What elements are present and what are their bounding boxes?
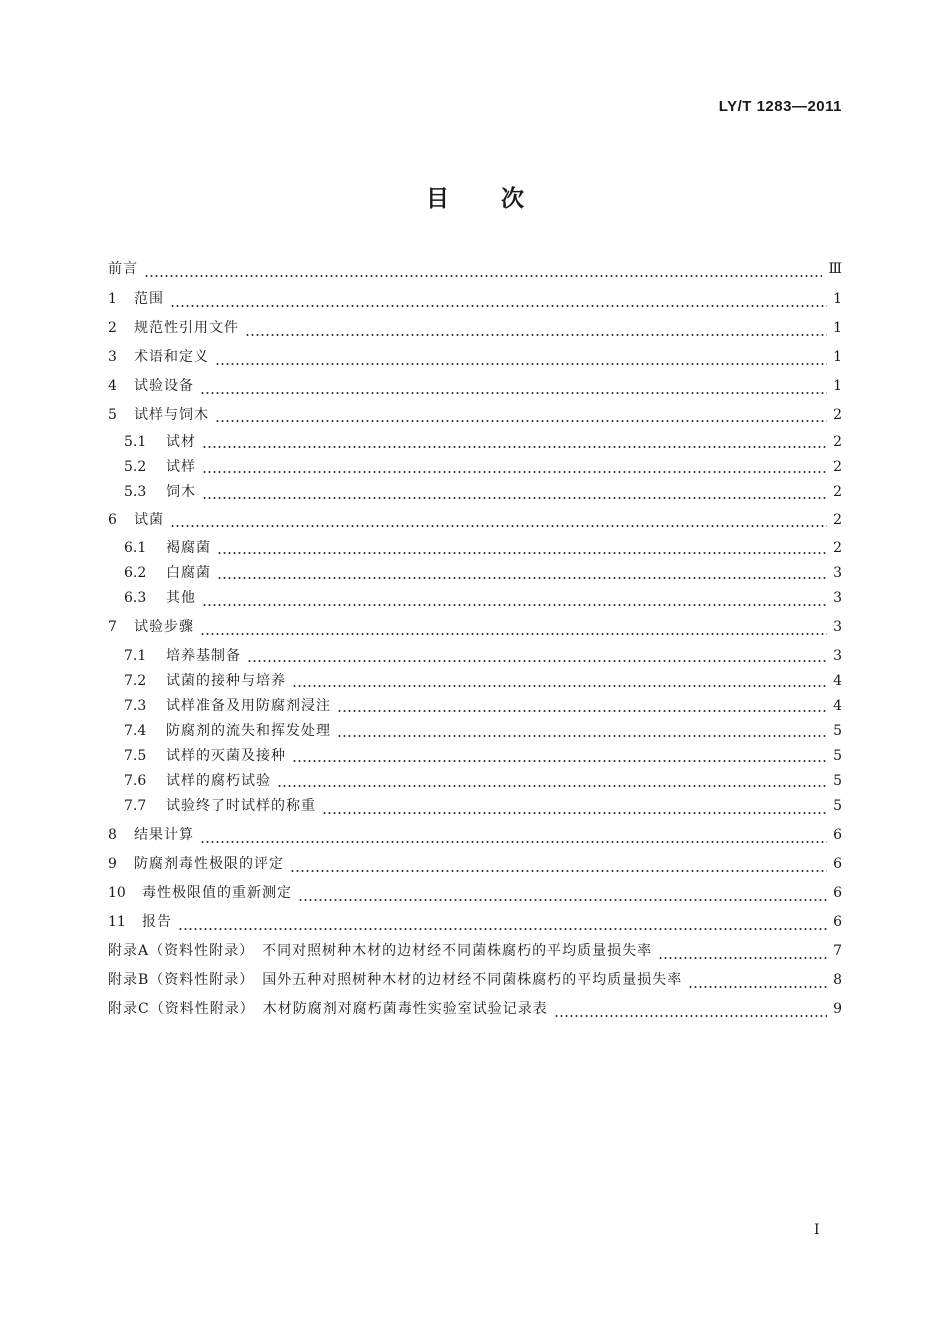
toc-entry-number: 5.1 <box>124 434 147 450</box>
toc-entry-label: 范围 <box>134 291 164 307</box>
dot-leader <box>215 362 827 366</box>
dot-leader <box>245 333 827 337</box>
toc-entry-label: 试菌 <box>134 512 164 528</box>
toc-entry-number: 7 <box>108 619 117 635</box>
toc-entry-label: 前言 <box>108 261 138 277</box>
toc-entry-number: 5 <box>108 407 117 423</box>
toc-entry-label: 试样准备及用防腐剂浸注 <box>166 698 331 714</box>
toc-entry-label: 试验终了时试样的称重 <box>166 798 316 814</box>
toc-entry-label: 褐腐菌 <box>166 540 211 556</box>
toc-entry-label: 毒性极限值的重新测定 <box>142 885 292 901</box>
dot-leader <box>200 632 827 636</box>
toc-entry-page: 2 <box>833 484 842 500</box>
toc-entry[interactable] <box>108 720 842 745</box>
dot-leader <box>217 576 827 580</box>
toc-entry-page: 2 <box>833 512 842 528</box>
toc-entry-number: 11 <box>108 914 126 930</box>
toc-entry-label: 白腐菌 <box>166 565 211 581</box>
toc-entry-label: 防腐剂毒性极限的评定 <box>134 856 284 872</box>
toc-entry-number: 7.7 <box>124 798 147 814</box>
dot-leader <box>202 445 827 449</box>
toc-entry-number: 4 <box>108 378 117 394</box>
toc-entry-number: 7.3 <box>124 698 147 714</box>
toc-entry[interactable] <box>108 431 842 456</box>
toc-entry[interactable] <box>108 770 842 795</box>
dot-leader <box>202 496 827 500</box>
toc-entry[interactable] <box>108 940 842 969</box>
toc-entry[interactable] <box>108 969 842 998</box>
dot-leader <box>322 811 827 815</box>
toc-entry[interactable] <box>108 317 842 346</box>
toc-entry-number: 7.1 <box>124 648 147 664</box>
toc-entry[interactable] <box>108 288 842 317</box>
dot-leader <box>290 869 827 873</box>
toc-entry-number: 5.3 <box>124 484 147 500</box>
toc-entry-label: 试材 <box>166 434 196 450</box>
toc-entry-page: 6 <box>833 827 842 843</box>
dot-leader <box>170 524 827 528</box>
toc-entry[interactable] <box>108 456 842 481</box>
standard-code: LY/T 1283—2011 <box>718 98 842 115</box>
toc-entry-page: 3 <box>833 648 842 664</box>
toc-entry-number: 9 <box>108 856 117 872</box>
toc-entry-label: 饲木 <box>166 484 196 500</box>
toc-entry-page: 1 <box>833 349 842 365</box>
toc-entry-number: 2 <box>108 320 117 336</box>
toc-entry[interactable] <box>108 537 842 562</box>
toc-entry-label: 试样的腐朽试验 <box>166 773 271 789</box>
toc-entry-label: 术语和定义 <box>134 349 209 365</box>
toc-entry[interactable] <box>108 670 842 695</box>
dot-leader <box>200 840 827 844</box>
toc-entry-page: 9 <box>833 1001 842 1017</box>
toc-entry[interactable] <box>108 911 842 940</box>
toc-entry[interactable] <box>108 882 842 911</box>
toc-entry[interactable] <box>108 258 842 288</box>
toc-entry-number: 3 <box>108 349 117 365</box>
dot-leader <box>178 927 827 931</box>
toc-entry-page: 8 <box>833 972 842 988</box>
dot-leader <box>202 603 827 607</box>
dot-leader <box>200 391 827 395</box>
toc-entry[interactable] <box>108 375 842 404</box>
toc-entry-label: 其他 <box>166 590 196 606</box>
toc-entry-label: 附录A（资料性附录） 不同对照树种木材的边材经不同菌株腐朽的平均质量损失率 <box>108 943 653 959</box>
toc-entry-number: 7.6 <box>124 773 147 789</box>
toc-entry-page: 5 <box>833 748 842 764</box>
toc-entry[interactable] <box>108 695 842 720</box>
toc-entry[interactable] <box>108 645 842 670</box>
toc-entry-label: 培养基制备 <box>166 648 241 664</box>
dot-leader <box>277 784 827 788</box>
toc-entry-page: 2 <box>833 540 842 556</box>
dot-leader <box>688 985 827 989</box>
toc-entry[interactable] <box>108 824 842 853</box>
toc-entry-label: 报告 <box>142 914 172 930</box>
toc-entry-label: 试样 <box>166 459 196 475</box>
toc-entry-number: 7.4 <box>124 723 147 739</box>
toc-entry-label: 附录C（资料性附录） 木材防腐剂对腐朽菌毒性实验室试验记录表 <box>108 1001 548 1017</box>
toc-entry-page: 5 <box>833 723 842 739</box>
toc-entry-number: 6 <box>108 512 117 528</box>
toc-entry-label: 试验步骤 <box>134 619 194 635</box>
dot-leader <box>658 956 827 960</box>
dot-leader <box>292 684 827 688</box>
dot-leader <box>170 304 827 308</box>
dot-leader <box>298 898 827 902</box>
toc-entry-page: 1 <box>833 320 842 336</box>
toc-entry[interactable] <box>108 346 842 375</box>
toc-entry[interactable] <box>108 481 842 509</box>
dot-leader <box>554 1014 827 1018</box>
toc-entry-number: 8 <box>108 827 117 843</box>
toc-entry-page: 4 <box>833 698 842 714</box>
dot-leader <box>337 734 827 738</box>
toc-entry-number: 10 <box>108 885 126 901</box>
toc-entry-page: 3 <box>833 590 842 606</box>
toc-entry-page: 3 <box>833 619 842 635</box>
dot-leader <box>292 759 827 763</box>
dot-leader <box>337 709 827 713</box>
toc-entry[interactable] <box>108 616 842 645</box>
toc-entry[interactable] <box>108 853 842 882</box>
dot-leader <box>144 274 822 278</box>
toc-entry-number: 6.1 <box>124 540 147 556</box>
toc-entry-page: 3 <box>833 565 842 581</box>
toc-entry[interactable] <box>108 795 842 824</box>
dot-leader <box>217 551 827 555</box>
dot-leader <box>247 659 827 663</box>
toc-entry-page: 2 <box>833 407 842 423</box>
toc-entry-page: 6 <box>833 885 842 901</box>
toc-entry-number: 6.2 <box>124 565 147 581</box>
toc-entry-label: 附录B（资料性附录） 国外五种对照树种木材的边材经不同菌株腐朽的平均质量损失率 <box>108 972 683 988</box>
toc-entry[interactable] <box>108 562 842 587</box>
toc-entry-page: 1 <box>833 291 842 307</box>
table-of-contents <box>108 258 842 1027</box>
toc-entry[interactable] <box>108 998 842 1027</box>
toc-entry-number: 7.5 <box>124 748 147 764</box>
toc-entry-label: 试验设备 <box>134 378 194 394</box>
toc-entry-label: 结果计算 <box>134 827 194 843</box>
toc-entry-label: 试样的灭菌及接种 <box>166 748 286 764</box>
toc-entry-page: 6 <box>833 914 842 930</box>
toc-entry-page: 5 <box>833 773 842 789</box>
toc-entry-number: 1 <box>108 291 117 307</box>
toc-entry-page: 6 <box>833 856 842 872</box>
page-title: 目次 <box>426 186 576 212</box>
toc-entry-page: 1 <box>833 378 842 394</box>
toc-entry[interactable] <box>108 587 842 616</box>
dot-leader <box>202 470 827 474</box>
page-folio: Ⅰ <box>814 1222 820 1238</box>
toc-entry-page: 2 <box>833 459 842 475</box>
toc-entry-page: 2 <box>833 434 842 450</box>
toc-entry-page: 7 <box>833 943 842 959</box>
toc-entry[interactable] <box>108 745 842 770</box>
toc-entry-label: 试菌的接种与培养 <box>166 673 286 689</box>
toc-entry-page: 4 <box>833 673 842 689</box>
toc-entry-number: 5.2 <box>124 459 147 475</box>
toc-entry-page: 5 <box>833 798 842 814</box>
toc-entry-label: 试样与饲木 <box>134 407 209 423</box>
toc-entry-number: 7.2 <box>124 673 147 689</box>
toc-entry-label: 规范性引用文件 <box>134 320 239 336</box>
toc-entry[interactable] <box>108 404 842 431</box>
toc-entry-label: 防腐剂的流失和挥发处理 <box>166 723 331 739</box>
dot-leader <box>215 419 827 423</box>
toc-entry-page: Ⅲ <box>828 261 842 277</box>
toc-entry-number: 6.3 <box>124 590 147 606</box>
toc-entry[interactable] <box>108 509 842 537</box>
